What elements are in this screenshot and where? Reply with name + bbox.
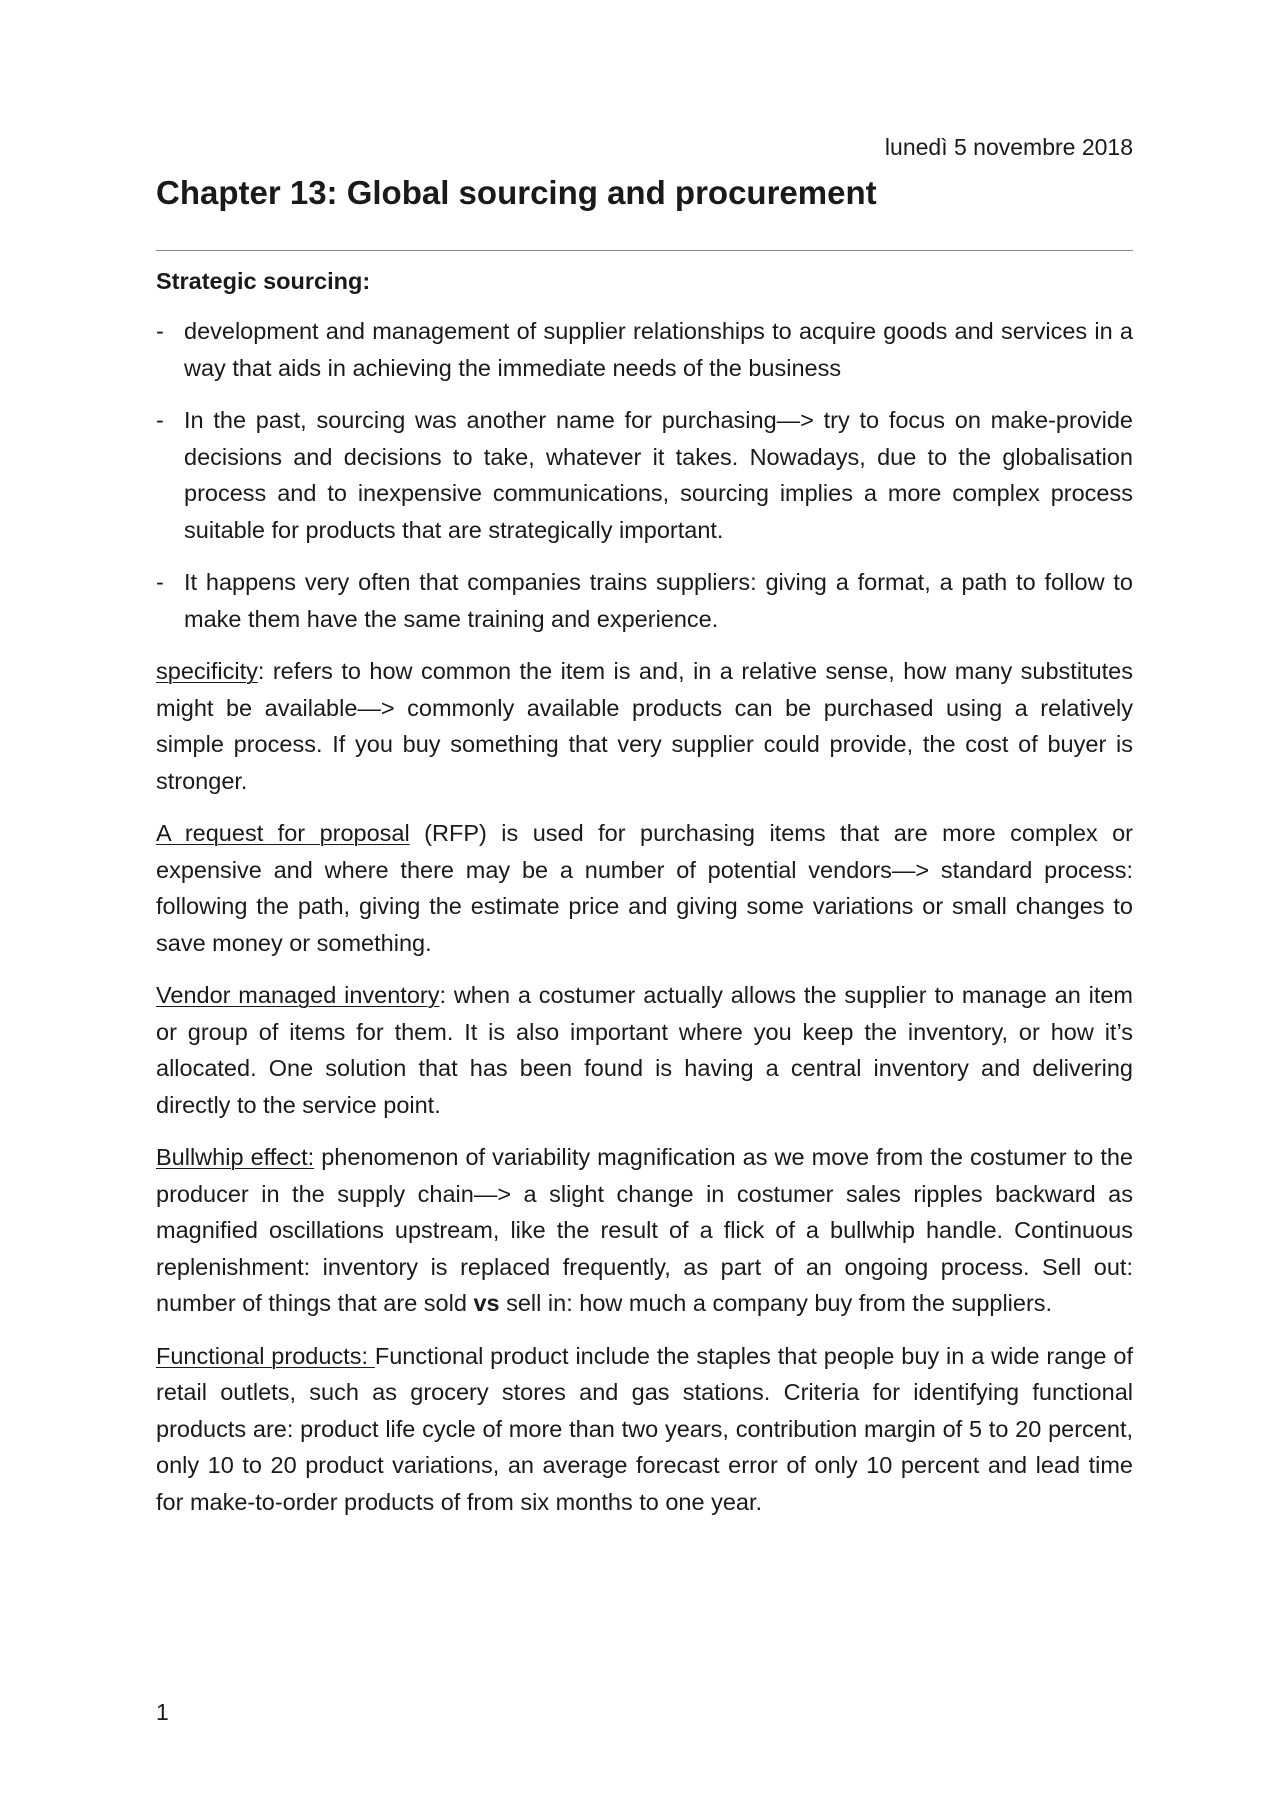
specificity-term: specificity [156,658,258,684]
document-date: lunedì 5 novembre 2018 [884,134,1133,160]
bullwhip-paragraph [156,1139,1133,1322]
dash-bullet: - [156,407,164,433]
vmi-paragraph [156,977,1133,1123]
rfp-text: (RFP) is used for purchasing items that are more complex or expensive and where there may be a number of potential vendors—> standard process: following the path, giving the estimate price and giving some variations or small changes to save money or something. [156,820,1133,956]
specificity-paragraph [156,653,1133,799]
strategic-sourcing-list [156,313,1133,637]
vmi-text: : when a costumer actually allows the supplier to manage an item or group of items for them. It is also important where you keep the inventory, or how it’s allocated. One solution that has been found is having a central inventory and delivering directly to the service point. [156,982,1133,1118]
strategic-sourcing-heading: Strategic sourcing: [156,268,371,294]
list-item-text: It happens very often that companies trains suppliers: giving a format, a path to follow to make them have the same training and experience. [184,569,1133,632]
functional-products-text: Functional product include the staples that people buy in a wide range of retail outlets, such as grocery stores and gas stations. Criteria for identifying functional products are: product life cycle of more than two years, contribution margin of 5 to 20 percent, only 10 to 20 product variations, an average forecast error of only 10 percent and lead time for make-to-order products of from six months to one year. [156,1342,1133,1515]
title-divider [156,250,1133,251]
dash-bullet: - [156,318,164,344]
dash-bullet: - [156,569,164,595]
list-item-text: In the past, sourcing was another name for purchasing—> try to focus on make-provide decisions and decisions to take, whatever it takes. Nowadays, due to the globalisation process and to inexpensive communications, sourcing implies a more complex process suitable for products that are strategically important. [184,407,1133,543]
rfp-paragraph [156,815,1133,961]
bullwhip-text-before: phenomenon of variability magnification as we move from the costumer to the producer in the supply chain—> a slight change in costumer sales ripples backward as magnified oscillations upstream, like the result of a flick of a bullwhip handle. Continuous replenishment: inventory is replaced frequently, as part of an ongoing process. Sell out: number of things that are sold [156,1144,1133,1316]
list-item [156,402,1133,548]
bullwhip-term: Bullwhip effect: [156,1144,315,1170]
bullwhip-vs: vs [473,1290,500,1316]
chapter-title: Chapter 13: Global sourcing and procurement [156,174,877,211]
list-item-text: development and management of supplier relationships to acquire goods and services in a way that aids in achieving the immediate needs of the business [184,318,1133,381]
rfp-term: A request for proposal [156,820,410,846]
list-item [156,564,1133,637]
functional-products-paragraph [156,1338,1133,1521]
vmi-term: Vendor managed inventory [156,982,440,1008]
bullwhip-text-after: sell in: how much a company buy from the suppliers. [499,1290,1053,1316]
document-body [156,263,1133,1536]
page-number: 1 [156,1699,169,1725]
list-item [156,313,1133,386]
functional-products-term: Functional products: [156,1342,375,1369]
specificity-text: : refers to how common the item is and, in a relative sense, how many substitutes might be available—> commonly available products can be purchased using a relatively simple process. If you buy something that very supplier could provide, the cost of buyer is stronger. [156,658,1133,794]
